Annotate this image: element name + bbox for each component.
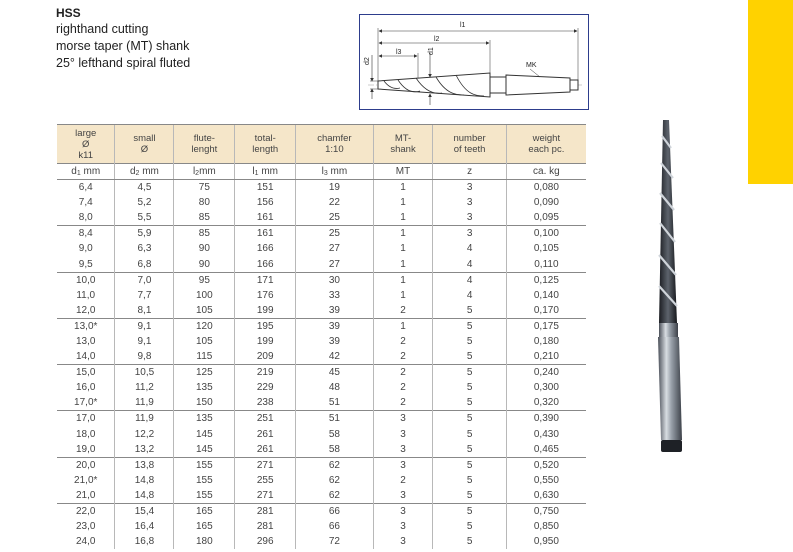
table-cell: 199 — [235, 334, 296, 349]
table-row — [57, 365, 586, 381]
table-cell: 229 — [235, 380, 296, 395]
table-cell: 209 — [235, 349, 296, 365]
unit-cell: ca. kg — [506, 164, 586, 180]
column-header-mt-shank: MT- shank — [373, 125, 433, 164]
table-cell: 0,100 — [506, 226, 586, 242]
table-cell: 0,090 — [506, 195, 586, 210]
table-cell: 1 — [373, 256, 433, 272]
table-row — [57, 241, 586, 256]
table-cell: 3 — [433, 226, 506, 242]
table-cell: 95 — [174, 272, 235, 288]
table-cell: 165 — [174, 519, 235, 534]
table-row — [57, 334, 586, 349]
table-cell: 9,0 — [78, 243, 93, 255]
table-cell: 13,0 — [76, 335, 96, 347]
table-row — [57, 473, 586, 488]
table-cell: 271 — [235, 457, 296, 473]
table-cell: 6,3 — [115, 241, 174, 256]
table-cell: 0,110 — [506, 256, 586, 272]
table-cell: 62 — [296, 488, 373, 504]
table-cell: 5 — [433, 519, 506, 534]
table-cell: 2 — [373, 395, 433, 411]
table-cell: 5 — [433, 303, 506, 319]
table-cell: 27 — [296, 256, 373, 272]
column-header-small-diameter: small Ø — [115, 125, 174, 164]
reamer-spec-table — [57, 124, 586, 549]
table-row — [57, 411, 586, 427]
table-cell: 5 — [433, 442, 506, 458]
table-cell: 85 — [174, 210, 235, 226]
table-cell: 0,390 — [506, 411, 586, 427]
table-cell: 21,0* — [74, 474, 98, 486]
table-cell: 5 — [433, 395, 506, 411]
table-cell: 85 — [174, 226, 235, 242]
table-row — [57, 457, 586, 473]
table-cell: 33 — [296, 288, 373, 303]
table-cell: 2 — [373, 349, 433, 365]
table-cell: 5 — [433, 349, 506, 365]
table-cell: 12,2 — [115, 427, 174, 442]
table-cell: 62 — [296, 473, 373, 488]
table-cell: 25 — [296, 226, 373, 242]
unit-cell: $l_2mm$ — [174, 164, 235, 180]
table-cell: 7,7 — [115, 288, 174, 303]
table-cell: 135 — [174, 380, 235, 395]
table-cell: 6,4 — [78, 182, 93, 194]
table-cell: 3 — [373, 488, 433, 504]
table-cell: 20,0 — [57, 457, 115, 473]
table-row — [57, 519, 586, 534]
table-cell: 17,0 — [57, 411, 115, 427]
table-cell: 4 — [433, 241, 506, 256]
table-cell: 5 — [433, 365, 506, 381]
table-cell: 115 — [174, 349, 235, 365]
table-cell: 13,0* — [57, 318, 115, 334]
table-cell: 155 — [174, 488, 235, 504]
table-cell: 66 — [296, 519, 373, 534]
table-cell: 15,0 — [57, 365, 115, 381]
table-cell: 21,0 — [76, 489, 96, 501]
table-cell: 0,465 — [506, 442, 586, 458]
table-cell: 2 — [373, 380, 433, 395]
table-cell: 281 — [235, 519, 296, 534]
table-cell: 251 — [235, 411, 296, 427]
table-cell: 0,080 — [506, 180, 586, 196]
table-cell: 0,125 — [506, 272, 586, 288]
table-cell: 8,0 — [78, 212, 93, 224]
table-cell: 1 — [373, 180, 433, 196]
table-cell: 18,0 — [76, 428, 96, 440]
column-header-flute-length: flute- lenght — [174, 125, 235, 164]
table-cell: 8,4 — [57, 226, 115, 242]
table-cell: 145 — [174, 442, 235, 458]
table-row — [57, 488, 586, 504]
table-cell: 13,2 — [115, 442, 174, 458]
table-cell: 3 — [373, 427, 433, 442]
table-cell: 0,140 — [506, 288, 586, 303]
accent-bar — [748, 0, 793, 184]
table-cell: 0,240 — [506, 365, 586, 381]
table-cell: 9,1 — [115, 318, 174, 334]
table-cell: 0,430 — [506, 427, 586, 442]
table-cell: 4 — [433, 288, 506, 303]
table-cell: 161 — [235, 210, 296, 226]
table-cell: 176 — [235, 288, 296, 303]
table-cell: 58 — [296, 427, 373, 442]
unit-cell: $l_1$ mm — [235, 164, 296, 180]
table-cell: 11,2 — [115, 380, 174, 395]
table-cell: 10,5 — [115, 365, 174, 381]
taper-reamer-image — [650, 118, 700, 458]
table-cell: 22 — [296, 195, 373, 210]
table-cell: 17,0* — [74, 397, 98, 409]
table-row — [57, 256, 586, 272]
column-header-large-diameter: large Ø k11 — [57, 125, 115, 164]
table-row — [57, 380, 586, 395]
table-cell: 48 — [296, 380, 373, 395]
table-cell: 51 — [296, 395, 373, 411]
table-cell: 2 — [373, 473, 433, 488]
table-cell: 100 — [174, 288, 235, 303]
table-cell: 3 — [433, 195, 506, 210]
column-header-total-length: total- length — [235, 125, 296, 164]
table-cell: 9,5 — [78, 258, 93, 270]
table-cell: 39 — [296, 303, 373, 319]
table-cell: 1 — [373, 241, 433, 256]
product-description — [56, 21, 190, 72]
table-row — [57, 349, 586, 365]
table-cell: 261 — [235, 427, 296, 442]
table-cell: 5,5 — [115, 210, 174, 226]
table-cell: 5 — [433, 534, 506, 549]
units-row — [57, 164, 586, 180]
column-header-weight: weight each pc. — [506, 125, 586, 164]
table-cell: 3 — [373, 457, 433, 473]
table-cell: 90 — [174, 241, 235, 256]
dim-label-d2: d2 — [364, 57, 371, 65]
table-cell: 75 — [174, 180, 235, 196]
table-header-row — [57, 125, 586, 164]
table-cell: 5 — [433, 457, 506, 473]
table-cell: 0,520 — [506, 457, 586, 473]
table-cell: 281 — [235, 503, 296, 519]
table-cell: 80 — [174, 195, 235, 210]
table-cell: 1 — [373, 210, 433, 226]
table-cell: 66 — [296, 503, 373, 519]
dim-label-l1: l1 — [460, 22, 466, 29]
unit-cell: z — [433, 164, 506, 180]
dim-label-l2: l2 — [434, 36, 440, 43]
table-cell: 238 — [235, 395, 296, 411]
table-cell: 16,0 — [76, 382, 96, 394]
table-cell: 5,2 — [115, 195, 174, 210]
table-cell: 120 — [174, 318, 235, 334]
table-cell: 0,320 — [506, 395, 586, 411]
table-cell: 135 — [174, 411, 235, 427]
table-cell: 5 — [433, 334, 506, 349]
table-cell: 8,1 — [115, 303, 174, 319]
table-cell: 0,550 — [506, 473, 586, 488]
table-cell: 11,9 — [115, 395, 174, 411]
unit-cell: $d_2$ mm — [115, 164, 174, 180]
table-cell: 3 — [373, 503, 433, 519]
table-cell: 39 — [296, 318, 373, 334]
table-cell: 2 — [373, 334, 433, 349]
table-cell: 62 — [296, 457, 373, 473]
table-cell: 161 — [235, 226, 296, 242]
description-line: morse taper (MT) shank — [56, 39, 190, 53]
table-cell: 165 — [174, 503, 235, 519]
table-cell: 0,180 — [506, 334, 586, 349]
table-cell: 0,095 — [506, 210, 586, 226]
table-cell: 3 — [433, 180, 506, 196]
table-cell: 12,0 — [76, 304, 96, 316]
table-cell: 0,175 — [506, 318, 586, 334]
reamer-dimension-diagram — [359, 14, 589, 110]
table-row — [57, 195, 586, 210]
table-cell: 1 — [373, 272, 433, 288]
table-row — [57, 503, 586, 519]
table-row — [57, 303, 586, 319]
table-row — [57, 534, 586, 549]
table-cell: 30 — [296, 272, 373, 288]
table-cell: 14,8 — [115, 488, 174, 504]
table-cell: 10,0 — [57, 272, 115, 288]
table-cell: 39 — [296, 334, 373, 349]
table-cell: 14,0 — [76, 351, 96, 363]
table-cell: 25 — [296, 210, 373, 226]
table-cell: 296 — [235, 534, 296, 549]
table-cell: 5 — [433, 411, 506, 427]
table-cell: 0,850 — [506, 519, 586, 534]
table-row — [57, 395, 586, 411]
dim-label-d1: d1 — [428, 47, 435, 55]
table-cell: 0,300 — [506, 380, 586, 395]
table-cell: 6,8 — [115, 256, 174, 272]
table-cell: 0,750 — [506, 503, 586, 519]
table-cell: 145 — [174, 427, 235, 442]
table-cell: 105 — [174, 303, 235, 319]
table-cell: 19 — [296, 180, 373, 196]
table-cell: 1 — [373, 318, 433, 334]
table-cell: 3 — [433, 210, 506, 226]
table-cell: 0,210 — [506, 349, 586, 365]
table-cell: 7,4 — [78, 197, 93, 209]
table-cell: 5 — [433, 473, 506, 488]
table-cell: 199 — [235, 303, 296, 319]
table-cell: 90 — [174, 256, 235, 272]
table-row — [57, 210, 586, 226]
table-cell: 15,4 — [115, 503, 174, 519]
table-cell: 195 — [235, 318, 296, 334]
table-cell: 24,0 — [76, 536, 96, 548]
table-cell: 9,8 — [115, 349, 174, 365]
table-cell: 27 — [296, 241, 373, 256]
table-cell: 1 — [373, 226, 433, 242]
table-row — [57, 427, 586, 442]
table-cell: 5 — [433, 427, 506, 442]
table-cell: 180 — [174, 534, 235, 549]
table-cell: 155 — [174, 473, 235, 488]
description-line: 25° lefthand spiral fluted — [56, 56, 191, 70]
table-cell: 105 — [174, 334, 235, 349]
table-cell: 3 — [373, 442, 433, 458]
description-line: righthand cutting — [56, 22, 149, 36]
table-cell: 22,0 — [57, 503, 115, 519]
table-cell: 261 — [235, 442, 296, 458]
table-cell: 0,105 — [506, 241, 586, 256]
table-cell: 51 — [296, 411, 373, 427]
table-cell: 45 — [296, 365, 373, 381]
table-cell: 11,0 — [76, 289, 96, 301]
table-cell: 2 — [373, 365, 433, 381]
dim-label-l3: l3 — [396, 49, 402, 56]
table-cell: 166 — [235, 241, 296, 256]
unit-cell: $l_3$ mm — [296, 164, 373, 180]
unit-cell: $d_1$ mm — [57, 164, 115, 180]
table-cell: 5 — [433, 488, 506, 504]
table-cell: 171 — [235, 272, 296, 288]
table-row — [57, 272, 586, 288]
column-header-teeth: number of teeth — [433, 125, 506, 164]
table-cell: 156 — [235, 195, 296, 210]
table-cell: 219 — [235, 365, 296, 381]
table-cell: 255 — [235, 473, 296, 488]
table-row — [57, 180, 586, 196]
table-cell: 271 — [235, 488, 296, 504]
table-row — [57, 226, 586, 242]
table-cell: 151 — [235, 180, 296, 196]
table-cell: 4 — [433, 256, 506, 272]
table-cell: 42 — [296, 349, 373, 365]
table-cell: 9,1 — [115, 334, 174, 349]
dim-label-mk: MK — [526, 62, 537, 69]
table-cell: 3 — [373, 411, 433, 427]
table-cell: 125 — [174, 365, 235, 381]
table-cell: 4,5 — [115, 180, 174, 196]
table-cell: 3 — [373, 519, 433, 534]
table-row — [57, 288, 586, 303]
table-cell: 1 — [373, 195, 433, 210]
table-cell: 72 — [296, 534, 373, 549]
table-cell: 0,170 — [506, 303, 586, 319]
table-cell: 5 — [433, 503, 506, 519]
table-cell: 11,9 — [115, 411, 174, 427]
table-cell: 5 — [433, 318, 506, 334]
table-cell: 58 — [296, 442, 373, 458]
table-cell: 13,8 — [115, 457, 174, 473]
unit-cell: MT — [373, 164, 433, 180]
table-cell: 2 — [373, 303, 433, 319]
table-row — [57, 318, 586, 334]
column-header-chamfer: chamfer 1:10 — [296, 125, 373, 164]
table-cell: 0,630 — [506, 488, 586, 504]
table-row — [57, 442, 586, 458]
table-cell: 0,950 — [506, 534, 586, 549]
table-cell: 14,8 — [115, 473, 174, 488]
table-cell: 23,0 — [76, 521, 96, 533]
table-cell: 5,9 — [115, 226, 174, 242]
table-cell: 1 — [373, 288, 433, 303]
table-cell: 16,8 — [115, 534, 174, 549]
table-cell: 16,4 — [115, 519, 174, 534]
table-cell: 155 — [174, 457, 235, 473]
table-cell: 5 — [433, 380, 506, 395]
table-cell: 19,0 — [76, 443, 96, 455]
table-cell: 4 — [433, 272, 506, 288]
table-cell: 150 — [174, 395, 235, 411]
table-cell: 166 — [235, 256, 296, 272]
product-title: HSS — [56, 6, 81, 20]
table-cell: 7,0 — [115, 272, 174, 288]
table-cell: 3 — [373, 534, 433, 549]
